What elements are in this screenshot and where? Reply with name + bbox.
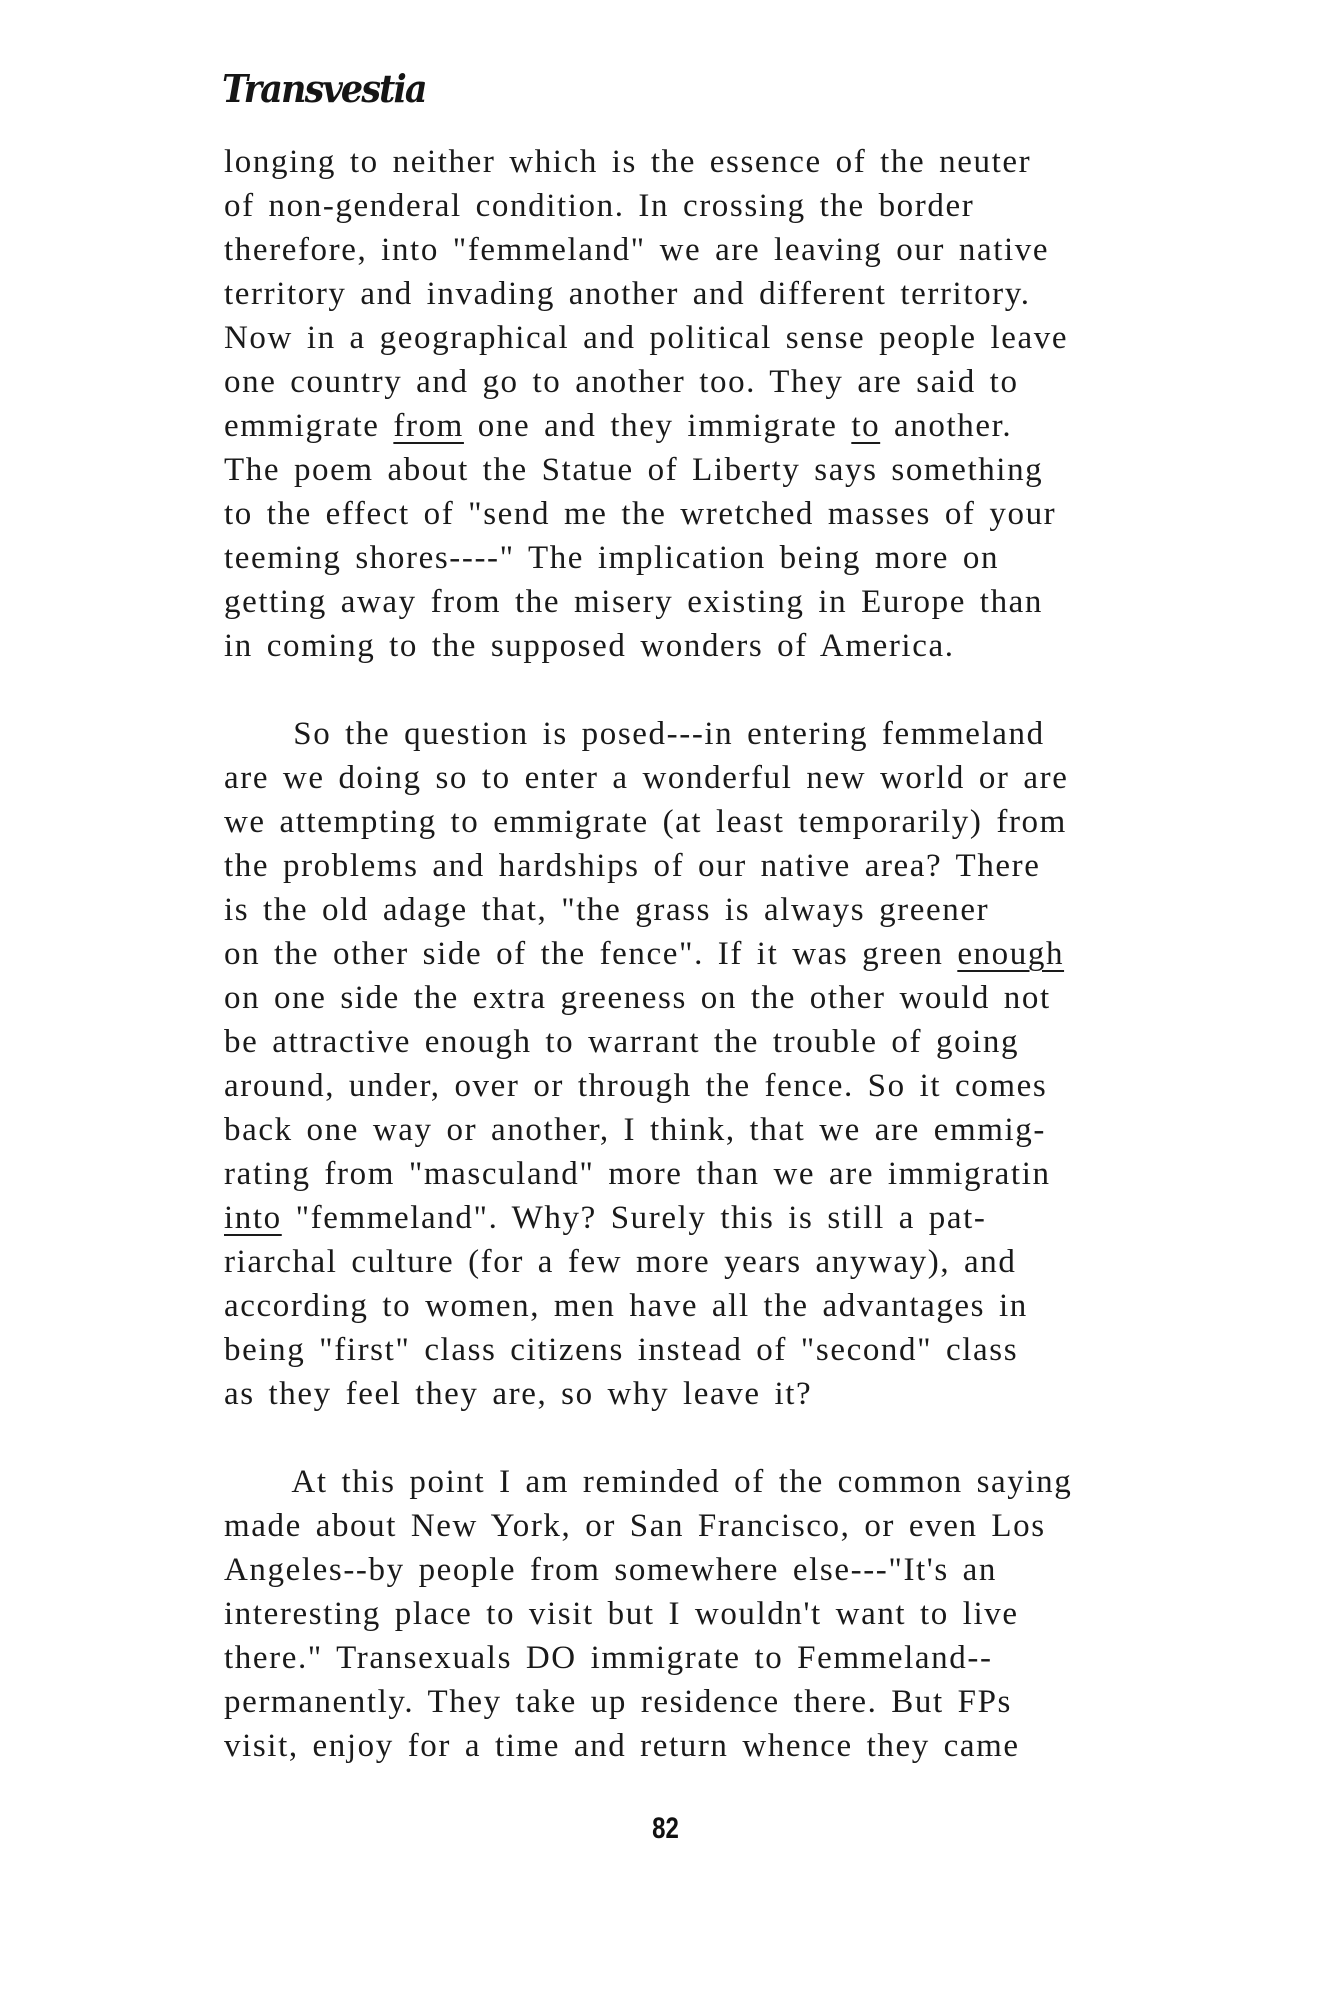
text-run: At this point I am reminded of the common saying xyxy=(224,1464,1073,1500)
text-line xyxy=(224,1460,1294,1504)
text-run: therefore, into "femmeland" we are leaving our native xyxy=(224,232,1050,268)
underlined-word: to xyxy=(851,408,881,444)
underlined-word: into xyxy=(224,1200,282,1236)
text-run: longing to neither which is the essence of the neuter xyxy=(224,144,1032,180)
text-run: to the effect of "send me the wretched masses of your xyxy=(224,496,1057,532)
text-run: on one side the extra greeness on the other would not xyxy=(224,980,1051,1016)
text-line xyxy=(224,1724,1294,1768)
paragraph-break xyxy=(224,1416,1294,1460)
text-line xyxy=(224,1548,1294,1592)
text-run: emmigrate xyxy=(224,408,394,444)
text-line xyxy=(224,1328,1294,1372)
text-run: visit, enjoy for a time and return whence they came xyxy=(224,1728,1020,1764)
text-run: riarchal culture (for a few more years anyway), and xyxy=(224,1244,1017,1280)
text-line xyxy=(224,1196,1294,1240)
text-line xyxy=(224,1108,1294,1152)
text-line xyxy=(224,404,1294,448)
text-run: on the other side of the fence". If it was green xyxy=(224,936,958,972)
text-run: around, under, over or through the fence. So it comes xyxy=(224,1068,1048,1104)
text-run: are we doing so to enter a wonderful new world or are xyxy=(224,760,1069,796)
text-line xyxy=(224,1372,1294,1416)
text-line xyxy=(224,756,1294,800)
text-run: another. xyxy=(880,408,1013,444)
text-line xyxy=(224,800,1294,844)
text-line xyxy=(224,360,1294,404)
text-line xyxy=(224,140,1294,184)
paragraph-break xyxy=(224,668,1294,712)
text-run: we attempting to emmigrate (at least temporarily) from xyxy=(224,804,1067,840)
text-line xyxy=(224,448,1294,492)
text-run: as they feel they are, so why leave it? xyxy=(224,1376,813,1412)
paragraph xyxy=(224,140,1294,668)
text-run: there." Transexuals DO immigrate to Femmeland-- xyxy=(224,1640,993,1676)
text-run: getting away from the misery existing in Europe than xyxy=(224,584,1044,620)
text-line xyxy=(224,316,1294,360)
text-run: teeming shores----" The implication being more on xyxy=(224,540,1000,576)
text-line xyxy=(224,888,1294,932)
text-run: in coming to the supposed wonders of America. xyxy=(224,628,955,664)
text-run: made about New York, or San Francisco, or even Los xyxy=(224,1508,1046,1544)
text-line xyxy=(224,1152,1294,1196)
text-line xyxy=(224,932,1294,976)
text-run: being "first" class citizens instead of "second" class xyxy=(224,1332,1019,1368)
underlined-word: enough xyxy=(957,936,1065,972)
text-line xyxy=(224,1020,1294,1064)
text-run: one and they immigrate xyxy=(463,408,852,444)
text-run: of non-genderal condition. In crossing the border xyxy=(224,188,975,224)
text-run: is the old adage that, "the grass is always greener xyxy=(224,892,990,928)
text-run: the problems and hardships of our native area? There xyxy=(224,848,1041,884)
text-run: one country and go to another too. They are said to xyxy=(224,364,1019,400)
text-line xyxy=(224,1680,1294,1724)
magazine-masthead: Transvestia xyxy=(222,66,426,111)
text-run: The poem about the Statue of Liberty says something xyxy=(224,452,1044,488)
text-run: be attractive enough to warrant the trouble of going xyxy=(224,1024,1020,1060)
text-run: interesting place to visit but I wouldn't want to live xyxy=(224,1596,1019,1632)
text-run: So the question is posed---in entering femmeland xyxy=(224,716,1045,752)
text-line xyxy=(224,184,1294,228)
text-line xyxy=(224,492,1294,536)
text-line xyxy=(224,580,1294,624)
text-run: back one way or another, I think, that we are emmig- xyxy=(224,1112,1046,1148)
text-line xyxy=(224,1504,1294,1548)
article-body xyxy=(224,140,1294,1768)
text-line xyxy=(224,712,1294,756)
text-line xyxy=(224,272,1294,316)
text-line xyxy=(224,844,1294,888)
paragraph xyxy=(224,1460,1294,1768)
text-run: according to women, men have all the advantages in xyxy=(224,1288,1028,1324)
underlined-word: from xyxy=(393,408,464,444)
text-run: Angeles--by people from somewhere else---"It's an xyxy=(224,1552,997,1588)
text-line xyxy=(224,1284,1294,1328)
paragraph xyxy=(224,712,1294,1416)
text-line xyxy=(224,1064,1294,1108)
text-line xyxy=(224,1592,1294,1636)
text-run: permanently. They take up residence there. But FPs xyxy=(224,1684,1012,1720)
text-run: "femmeland". Why? Surely this is still a pat- xyxy=(281,1200,987,1236)
text-line xyxy=(224,1636,1294,1680)
page-number: 82 xyxy=(652,1812,679,1845)
text-line xyxy=(224,228,1294,272)
text-run: rating from "masculand" more than we are immigratin xyxy=(224,1156,1051,1192)
text-line xyxy=(224,1240,1294,1284)
text-run: territory and invading another and different territory. xyxy=(224,276,1031,312)
text-run: Now in a geographical and political sense people leave xyxy=(224,320,1069,356)
text-line xyxy=(224,976,1294,1020)
text-line xyxy=(224,536,1294,580)
text-line xyxy=(224,624,1294,668)
